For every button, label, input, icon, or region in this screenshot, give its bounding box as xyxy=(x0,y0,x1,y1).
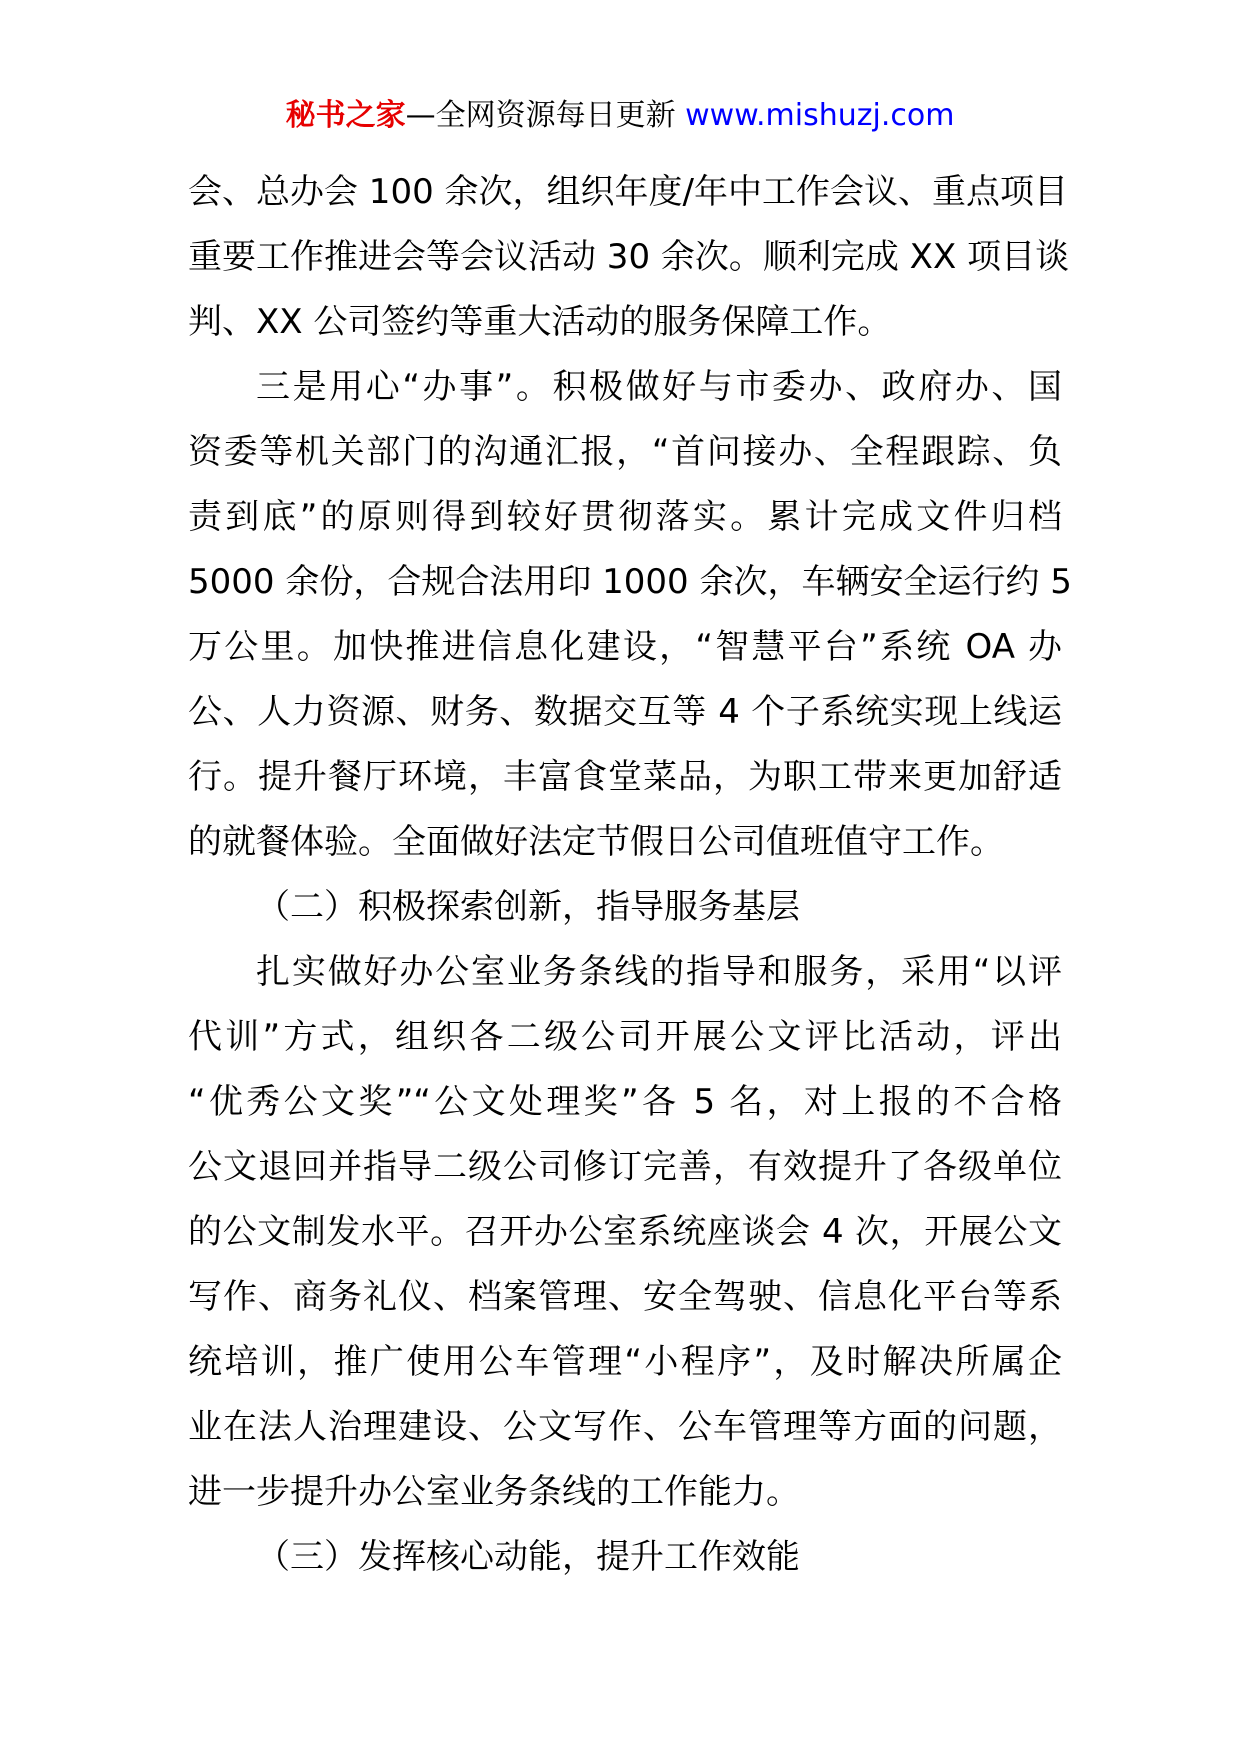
body-line: 的公文制发水平。召开办公室系统座谈会 4 次，开展公文 xyxy=(188,1212,1062,1252)
body-line: 进一步提升办公室业务条线的工作能力。 xyxy=(188,1472,800,1512)
body-line: “优秀公文奖”“公文处理奖”各 5 名，对上报的不合格 xyxy=(188,1082,1062,1122)
body-line: 公、人力资源、财务、数据交互等 4 个子系统实现上线运 xyxy=(188,692,1062,732)
body-line: 重要工作推进会等会议活动 30 余次。顺利完成 XX 项目谈 xyxy=(188,237,1070,277)
body-line: 写作、商务礼仪、档案管理、安全驾驶、信息化平台等系 xyxy=(188,1277,1062,1317)
paragraph-start-line: 扎实做好办公室业务条线的指导和服务，采用“以评 xyxy=(256,952,1062,992)
body-line: 判、XX 公司签约等重大活动的服务保障工作。 xyxy=(188,302,892,342)
brand-name: 秘书之家 xyxy=(285,98,406,133)
body-line: 业在法人治理建设、公文写作、公车管理等方面的问题， xyxy=(188,1407,1062,1447)
paragraph-start-line: 三是用心“办事”。积极做好与市委办、政府办、国 xyxy=(256,367,1062,407)
body-line: 5000 余份，合规合法用印 1000 余次，车辆安全运行约 5 xyxy=(188,562,1072,602)
body-line: 代训”方式，组织各二级公司开展公文评比活动，评出 xyxy=(188,1017,1062,1057)
body-line: 统培训，推广使用公车管理“小程序”，及时解决所属企 xyxy=(188,1342,1062,1382)
body-line: 责到底”的原则得到较好贯彻落实。累计完成文件归档 xyxy=(188,497,1062,537)
site-url-link[interactable]: www.mishuzj.com xyxy=(685,98,955,133)
body-line: 行。提升餐厅环境，丰富食堂菜品，为职工带来更加舒适 xyxy=(188,757,1062,797)
header-tagline: —全网资源每日更新 xyxy=(405,98,686,133)
body-line: 会、总办会 100 余次，组织年度/年中工作会议、重点项目 xyxy=(188,172,1068,212)
site-header xyxy=(0,96,1240,136)
body-line: 公文退回并指导二级公司修订完善，有效提升了各级单位 xyxy=(188,1147,1062,1187)
document-body xyxy=(188,160,1072,1590)
body-line: 的就餐体验。全面做好法定节假日公司值班值守工作。 xyxy=(188,822,1004,862)
body-line: 资委等机关部门的沟通汇报，“首问接办、全程跟踪、负 xyxy=(188,432,1062,472)
body-line: 万公里。加快推进信息化建设，“智慧平台”系统 OA 办 xyxy=(188,627,1062,667)
section-heading: （三）发挥核心动能，提升工作效能 xyxy=(256,1537,800,1577)
section-heading: （二）积极探索创新，指导服务基层 xyxy=(256,887,800,927)
